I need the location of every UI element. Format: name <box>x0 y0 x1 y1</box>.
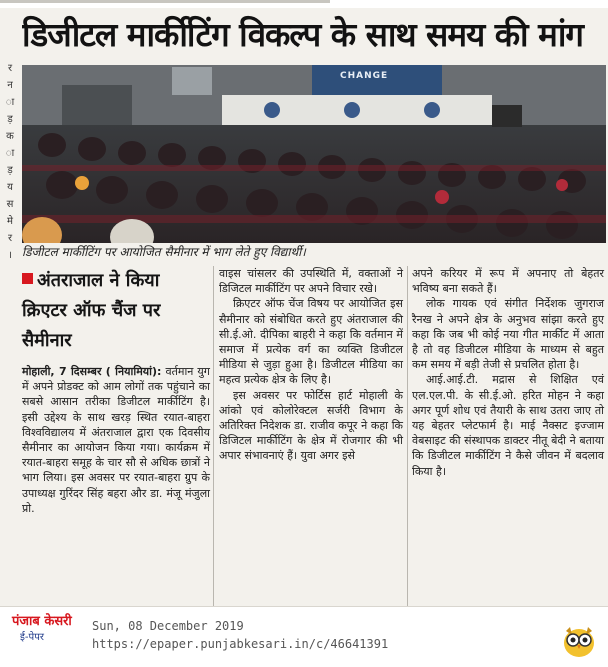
column-divider <box>213 266 214 606</box>
margin-letter: ा <box>5 97 15 108</box>
bullet-square-icon <box>22 273 33 284</box>
article-paragraph: लोक गायक एवं संगीत निर्देशक जुगराज रैनख ने अपने क्षेत्र के अनुभव सांझा करते हुए कहा कि जब भी कोई नया गीत मार्कीट में आता है तो वह डिजीटल मीडिया के माध्यम से बहुत कम समय में बड़ी तेजी से प्रचलित होता है। <box>412 297 604 372</box>
top-rule <box>0 0 330 3</box>
column-divider <box>407 266 408 606</box>
article-column-3 <box>412 266 604 479</box>
epaper-footer <box>0 606 608 667</box>
margin-letter: ा <box>5 148 15 159</box>
edition-date: Sun, 08 December 2019 <box>92 619 244 633</box>
margin-letter: स <box>6 199 14 210</box>
owl-mascot-icon[interactable] <box>560 621 598 659</box>
punjab-kesari-logo[interactable] <box>12 613 82 653</box>
margin-letter: न <box>7 80 13 91</box>
article-paragraph: वाइस चांसलर की उपस्थिति में, वक्ताओं ने डिजिटल मार्कीटिंग पर अपने विचार रखे। <box>219 267 403 296</box>
margin-letter: ड़ <box>7 165 13 176</box>
event-photo <box>22 65 606 243</box>
logo-brand-text: पंजाब केसरी <box>12 614 72 629</box>
seminar-hall-illustration <box>22 65 606 243</box>
article-paragraph: अपने करियर में रूप में अपनाए तो बेहतर भविष्य बना सकते हैं। <box>412 267 604 296</box>
article-paragraph: क्रिएटर ऑफ चेंज विषय पर आयोजित इस सैमीनार को संबोधित करते हुए अंतराजाल की सी.ई.ओ. दीपिका बाहरी ने कहा कि वर्तमान में समाज में प्रत्येक वर्ग का व्यक्ति डिजीटल मीडिया से जुड़ा हुआ है। डिजीटल मीडिया का महत्व प्रत्येक क्षेत्र के लिए है। <box>219 297 403 387</box>
article-paragraph: आई.आई.टी. मद्रास से शिक्षित एवं एल.एल.पी. के सी.ई.ओ. हरित मोहन ने कहा अगर पूर्ण शोध एवं तैयारी के साथ उतरा जाए तो यह बेहतर प्लेटफार्म है। माई नैक्सट इज्जाम वेबसाइट की संस्थापक डाक्टर नीतू बेदी ने बताया कि डिजीटल मार्कीटिंग ने कैसे जीवन में बदलाव किया है। <box>412 373 604 478</box>
edition-url[interactable]: https://epaper.punjabkesari.in/c/46641391 <box>92 637 389 651</box>
margin-letter: मे <box>7 216 13 227</box>
dateline: मोहाली, 7 दिसम्बर ( नियामियां): <box>22 365 162 378</box>
article-column-2 <box>219 266 403 464</box>
margin-letter: र <box>7 63 13 74</box>
article-paragraph: मोहाली, 7 दिसम्बर ( नियामियां): वर्तमान युग में अपने प्रोडक्ट को आम लोगों तक पहुंचाने का सबसे आसान तरीका डिजीटल मार्कीटिंग है। इसी उद्देश्य के साथ खरड़ स्थित रयात-बाहरा विश्वविद्यालय में अंतराजाल द्वारा एक दिवसीय सैमीनार का आयोजन किया गया। कार्यक्रम में रयात-बाहरा समूह के चार सौ से अधिक छात्रों ने भाग लिया। इस अवसर पर रयात-बाहरा ग्रुप के उपाध्यक्ष गुरिंदर सिंह बहरा और डा. मंजू मंजुला प्रो. <box>22 365 210 515</box>
stage-banner-text: CHANGE <box>340 71 389 81</box>
article-subhead: अंतराजाल ने किया क्रिएटर ऑफ चैंज पर सैमीनार <box>22 270 161 351</box>
edition-meta <box>92 617 388 653</box>
headline: डिजीटल मार्कीटिंग विकल्प के साथ समय की मांग <box>22 15 583 54</box>
margin-letter: ड़ <box>7 114 13 125</box>
adjacent-column-fragment <box>0 60 20 360</box>
logo-sub-text: ई-पेपर <box>20 632 44 643</box>
article-paragraph: इस अवसर पर फोर्टिस हार्ट मोहाली के आंको एवं कोलोरेक्टल सर्जरी विभाग के अतिरिक्त निदेशक डा. राजीव कपूर ने कहा कि डिजिटल मार्कीटिंग के क्षेत्र में रोजगार की भी अपार संभावनाएं हैं। युवा अगर इसे <box>219 388 403 463</box>
margin-letter: । <box>8 250 12 261</box>
margin-letter: र <box>7 233 13 244</box>
article-column-1 <box>22 266 210 516</box>
margin-letter: य <box>7 182 13 193</box>
photo-caption: डिजीटल मार्कीटिंग पर आयोजित सैमीनार में भाग लेते हुए विद्यार्थी। <box>22 245 306 259</box>
margin-letter: क <box>6 131 14 142</box>
top-strip <box>0 0 608 8</box>
